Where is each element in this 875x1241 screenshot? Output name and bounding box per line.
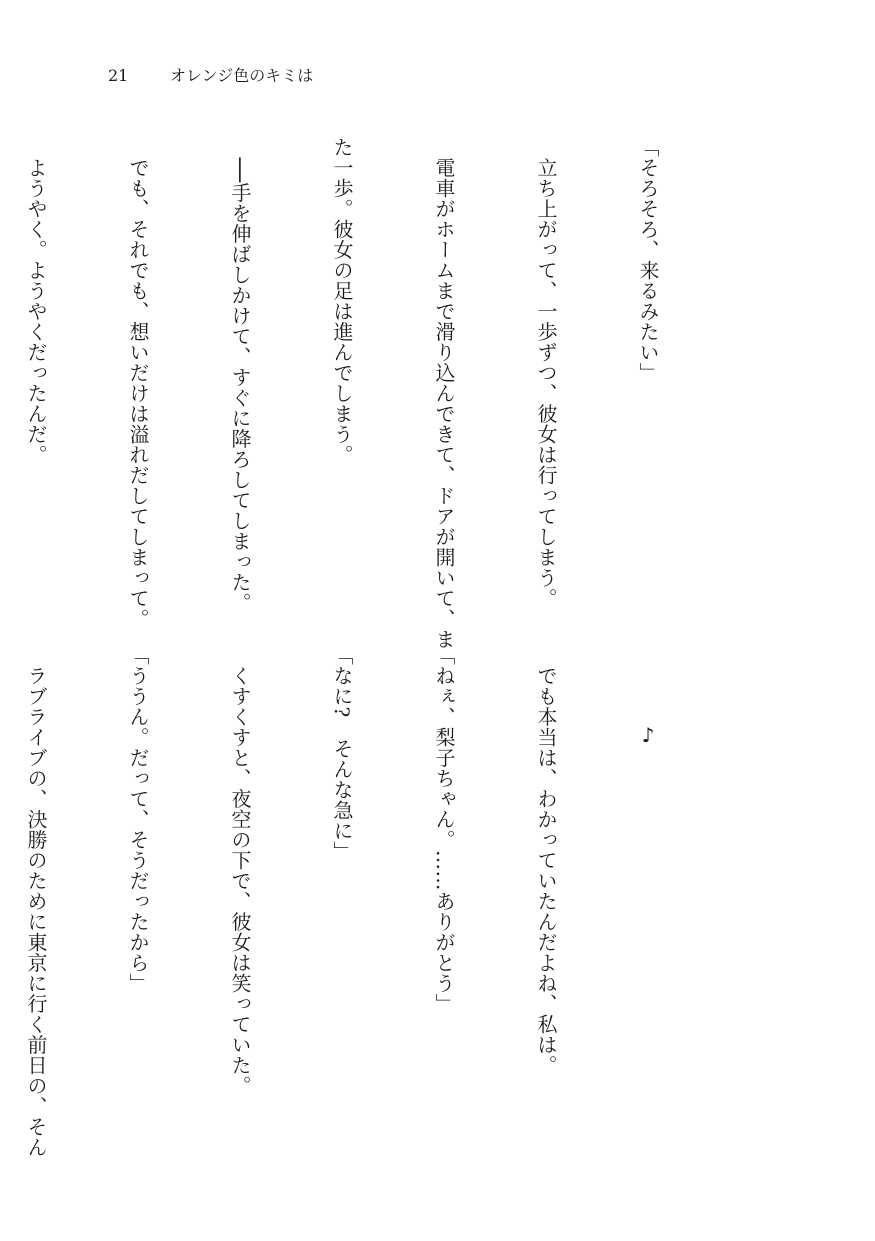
text-line: でも本当は、わかっていたんだよね、私は。 (534, 645, 558, 1076)
music-note: ♪ (636, 723, 660, 748)
text-line: 立ち上がって、一歩ずつ、彼女は行ってしまう。 (534, 137, 558, 609)
text-line: 電車がホームまで滑り込んできて、ドアが開いて、ま (432, 137, 456, 650)
text-line: ラブライブの、決勝のために東京に行く前日の、そん (24, 645, 48, 1158)
text-line: ようやく。ようやくだったんだ。 (24, 137, 48, 465)
text-block-bottom (0, 645, 733, 1158)
text-line: 「そろそろ、来るみたい」 (636, 137, 660, 383)
text-line: 「ねぇ、梨子ちゃん。……ありがとう」 (432, 645, 456, 1014)
text-line: 「ううん。だって、そうだったから」 (126, 645, 150, 994)
text-line: でも、それでも、想いだけは溢れだしてしまって。 (126, 137, 150, 629)
running-header (108, 64, 313, 88)
page-number: 21 (108, 66, 129, 85)
text-line: くすくすと、夜空の下で、彼女は笑っていた。 (228, 645, 252, 1096)
book-title: オレンジ色のキミは (170, 66, 314, 85)
text-line: た一歩。彼女の足は進んでしまう。 (330, 137, 354, 465)
text-line: 「なに? そんな急に」 (330, 645, 354, 862)
text-block-top (0, 137, 733, 650)
text-line: ──手を伸ばしかけて、すぐに降ろしてしまった。 (228, 137, 252, 614)
